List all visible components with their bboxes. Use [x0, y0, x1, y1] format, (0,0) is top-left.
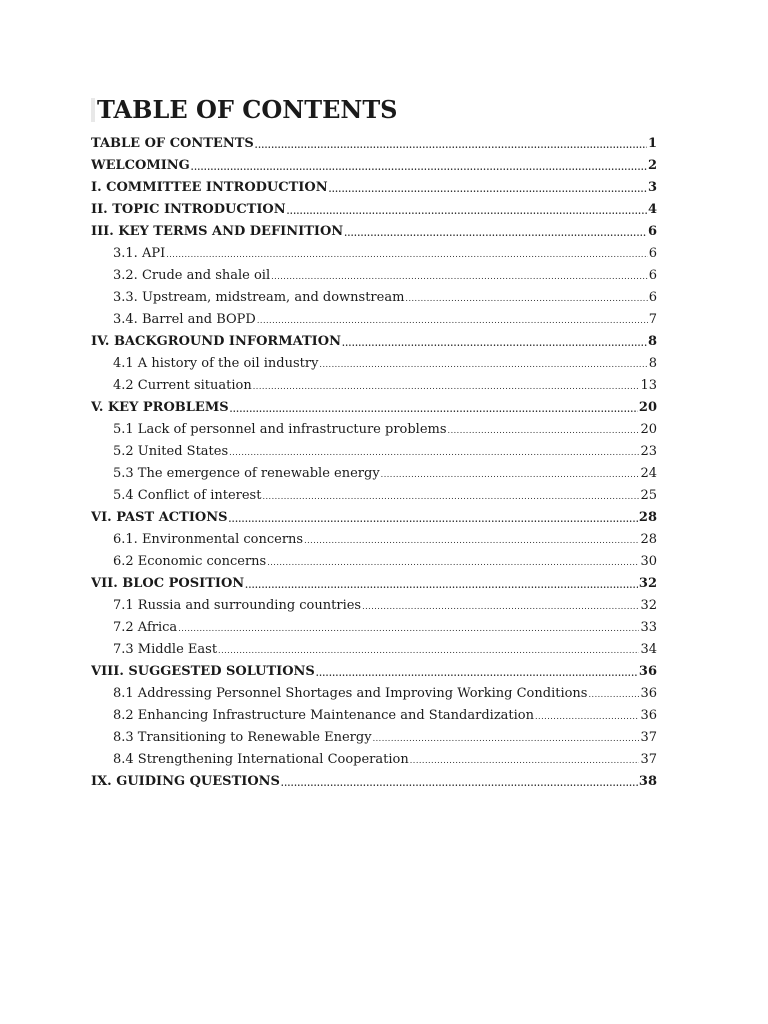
toc-page-number: 36	[640, 686, 657, 701]
toc-page-number: 6	[647, 224, 657, 239]
toc-page-number: 23	[640, 444, 657, 459]
toc-page-number: 6	[648, 268, 657, 283]
toc-page-number: 4	[647, 202, 657, 217]
toc-page-number: 3	[647, 180, 657, 195]
toc-section-entry[interactable]	[91, 397, 657, 419]
toc-page-number: 25	[640, 488, 657, 503]
toc-page-number: 37	[640, 752, 657, 767]
toc-subsection-entry[interactable]	[91, 375, 657, 397]
toc-dot-leader	[448, 427, 640, 441]
page-title: TABLE OF CONTENTS	[97, 95, 398, 124]
toc-dot-leader	[410, 757, 640, 771]
toc-subsection-entry[interactable]	[91, 617, 657, 639]
toc-dot-leader	[166, 251, 648, 265]
toc-subsection-entry[interactable]	[91, 309, 657, 331]
toc-entry-label: 6.2 Economic concerns	[113, 554, 267, 569]
toc-dot-leader	[405, 295, 647, 309]
toc-page-number: 8	[647, 334, 657, 349]
toc-subsection-entry[interactable]	[91, 441, 657, 463]
toc-subsection-entry[interactable]	[91, 463, 657, 485]
toc-dot-leader	[381, 471, 640, 485]
toc-page-number: 20	[640, 422, 657, 437]
toc-entry-label: II. TOPIC INTRODUCTION	[91, 202, 286, 217]
toc-entry-label: 7.2 Africa	[113, 620, 178, 635]
toc-dot-leader	[218, 647, 639, 661]
toc-entry-label: V. KEY PROBLEMS	[91, 400, 229, 415]
toc-entry-label: 5.2 United States	[113, 444, 229, 459]
toc-page-number: 2	[647, 158, 657, 173]
toc-page-number: 32	[638, 576, 657, 591]
toc-subsection-entry[interactable]	[91, 243, 657, 265]
toc-page-number: 6	[648, 290, 657, 305]
toc-page-number: 13	[640, 378, 657, 393]
toc-entry-label: 6.1. Environmental concerns	[113, 532, 304, 547]
toc-page-number: 6	[648, 246, 657, 261]
toc-dot-leader	[230, 405, 638, 419]
toc-subsection-entry[interactable]	[91, 595, 657, 617]
toc-dot-leader	[257, 317, 648, 331]
toc-subsection-entry[interactable]	[91, 529, 657, 551]
toc-entry-label: 8.1 Addressing Personnel Shortages and Improving Working Conditions	[113, 686, 588, 701]
toc-section-entry[interactable]	[91, 331, 657, 353]
toc-dot-leader	[287, 207, 647, 221]
toc-entry-label: 5.3 The emergence of renewable energy	[113, 466, 380, 481]
toc-dot-leader	[178, 625, 639, 639]
toc-section-entry[interactable]	[91, 221, 657, 243]
title-marker	[91, 98, 95, 122]
toc-entry-label: 3.3. Upstream, midstream, and downstream	[113, 290, 405, 305]
toc-entry-label: III. KEY TERMS AND DEFINITION	[91, 224, 344, 239]
toc-page-number: 20	[638, 400, 657, 415]
toc-subsection-entry[interactable]	[91, 419, 657, 441]
toc-page-number: 36	[638, 664, 657, 679]
table-of-contents	[91, 133, 657, 793]
toc-page-number: 36	[640, 708, 657, 723]
toc-dot-leader	[342, 339, 647, 353]
toc-dot-leader	[319, 361, 647, 375]
toc-page-number: 7	[648, 312, 657, 327]
toc-dot-leader	[362, 603, 639, 617]
toc-dot-leader	[329, 185, 647, 199]
toc-subsection-entry[interactable]	[91, 727, 657, 749]
toc-dot-leader	[229, 515, 638, 529]
toc-dot-leader	[267, 559, 639, 573]
toc-page-number: 8	[648, 356, 657, 371]
toc-page-number: 38	[638, 774, 657, 789]
toc-entry-label: 3.1. API	[113, 246, 166, 261]
toc-entry-label: 7.3 Middle East	[113, 642, 218, 657]
toc-section-entry[interactable]	[91, 199, 657, 221]
toc-entry-label: 7.1 Russia and surrounding countries	[113, 598, 362, 613]
toc-entry-label: WELCOMING	[91, 158, 190, 173]
toc-entry-label: 8.3 Transitioning to Renewable Energy	[113, 730, 372, 745]
toc-page-number: 24	[640, 466, 657, 481]
toc-entry-label: 5.4 Conflict of interest	[113, 488, 262, 503]
toc-dot-leader	[588, 691, 639, 705]
toc-subsection-entry[interactable]	[91, 749, 657, 771]
toc-page-number: 32	[640, 598, 657, 613]
toc-page-number: 28	[638, 510, 657, 525]
toc-dot-leader	[245, 581, 638, 595]
toc-subsection-entry[interactable]	[91, 353, 657, 375]
toc-entry-label: 4.2 Current situation	[113, 378, 252, 393]
toc-dot-leader	[535, 713, 639, 727]
toc-section-entry[interactable]	[91, 771, 657, 793]
toc-subsection-entry[interactable]	[91, 683, 657, 705]
toc-entry-label: IV. BACKGROUND INFORMATION	[91, 334, 341, 349]
toc-entry-label: 5.1 Lack of personnel and infrastructure problems	[113, 422, 447, 437]
toc-dot-leader	[281, 779, 638, 793]
toc-dot-leader	[304, 537, 639, 551]
toc-entry-label: 8.4 Strengthening International Cooperation	[113, 752, 409, 767]
toc-dot-leader	[344, 229, 647, 243]
toc-entry-label: 8.2 Enhancing Infrastructure Maintenance and Standardization	[113, 708, 535, 723]
toc-page-number: 1	[647, 136, 657, 151]
toc-section-entry[interactable]	[91, 177, 657, 199]
toc-entry-label: I. COMMITTEE INTRODUCTION	[91, 180, 328, 195]
toc-dot-leader	[191, 163, 647, 177]
toc-page-number: 34	[640, 642, 657, 657]
toc-subsection-entry[interactable]	[91, 639, 657, 661]
toc-entry-label: 3.4. Barrel and BOPD	[113, 312, 256, 327]
toc-subsection-entry[interactable]	[91, 287, 657, 309]
toc-dot-leader	[253, 383, 640, 397]
toc-entry-label: VII. BLOC POSITION	[91, 576, 245, 591]
toc-section-entry[interactable]	[91, 133, 657, 155]
toc-page-number: 30	[640, 554, 657, 569]
toc-section-entry[interactable]	[91, 155, 657, 177]
toc-entry-label: TABLE OF CONTENTS	[91, 136, 254, 151]
toc-section-entry[interactable]	[91, 573, 657, 595]
toc-section-entry[interactable]	[91, 661, 657, 683]
toc-page-number: 33	[640, 620, 657, 635]
toc-page-number: 28	[640, 532, 657, 547]
toc-entry-label: 4.1 A history of the oil industry	[113, 356, 319, 371]
toc-dot-leader	[229, 449, 639, 463]
toc-page-number: 37	[640, 730, 657, 745]
toc-entry-label: VIII. SUGGESTED SOLUTIONS	[91, 664, 315, 679]
toc-subsection-entry[interactable]	[91, 265, 657, 287]
toc-entry-label: 3.2. Crude and shale oil	[113, 268, 271, 283]
toc-subsection-entry[interactable]	[91, 485, 657, 507]
toc-dot-leader	[373, 735, 640, 749]
toc-subsection-entry[interactable]	[91, 551, 657, 573]
toc-section-entry[interactable]	[91, 507, 657, 529]
toc-entry-label: VI. PAST ACTIONS	[91, 510, 228, 525]
toc-dot-leader	[262, 493, 639, 507]
toc-entry-label: IX. GUIDING QUESTIONS	[91, 774, 280, 789]
toc-dot-leader	[271, 273, 648, 287]
toc-subsection-entry[interactable]	[91, 705, 657, 727]
toc-dot-leader	[316, 669, 638, 683]
toc-dot-leader	[255, 141, 647, 155]
